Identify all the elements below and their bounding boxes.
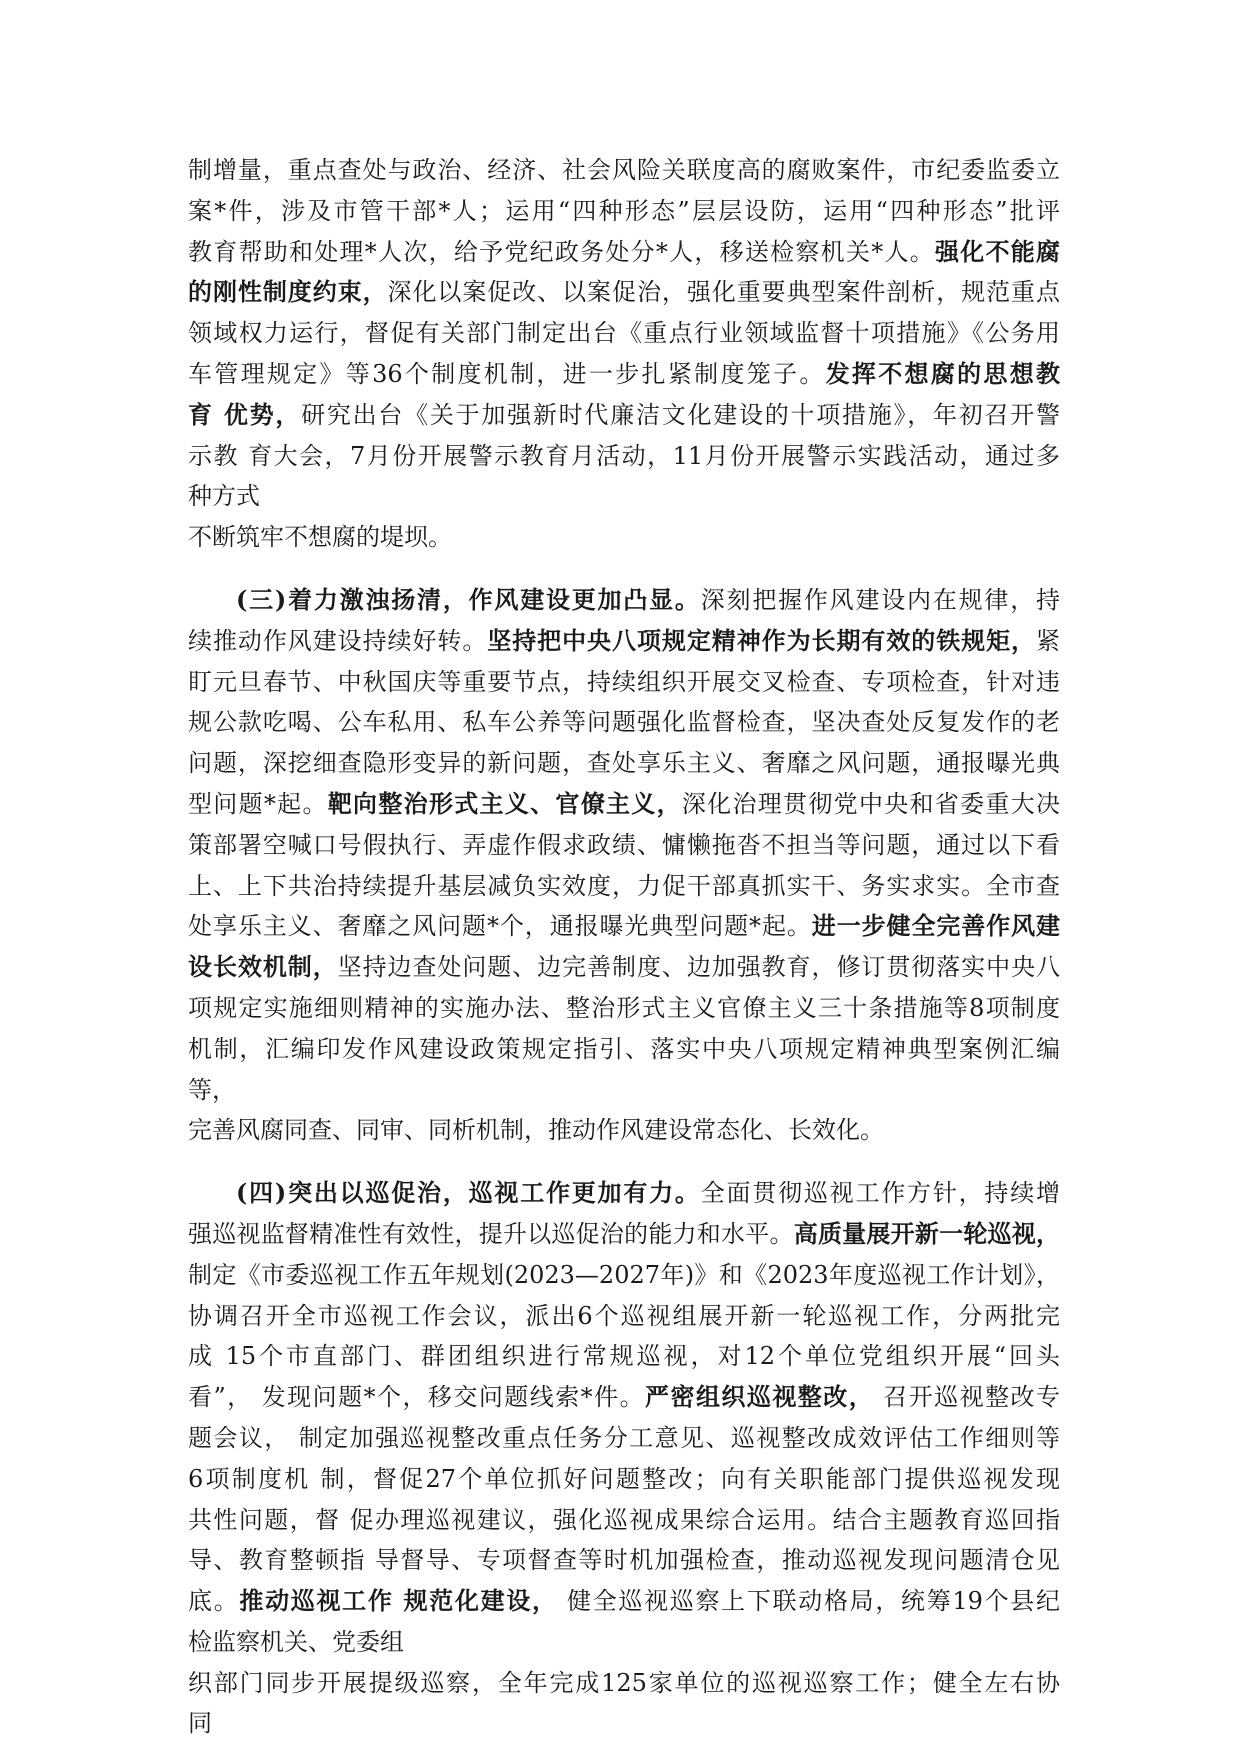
- text-line: [188, 1029, 1060, 1070]
- text-segment: 规公款吃喝、公车私用、私车公养等问题强化监督检查，坚决查处反复发作的老: [188, 708, 1060, 737]
- bold-text-segment: 坚持把中央八项规定精神作为长期有效的铁规矩，: [487, 625, 1037, 655]
- paragraph-gap: [188, 1151, 1060, 1173]
- text-segment: 盯元旦春节、中秋国庆等重要节点，持续组织开展交叉检查、专项检查，针对违: [188, 667, 1060, 696]
- text-segment: 底。: [188, 1587, 240, 1616]
- text-line: [188, 662, 1060, 703]
- text-line: [188, 272, 1060, 313]
- text-segment: 共性问题，督 促办理巡视建议，强化巡视成果综合运用。结合主题教育巡回指: [188, 1505, 1060, 1534]
- text-segment: 续推动作风建设持续好转。: [188, 626, 488, 655]
- text-line: [188, 436, 1060, 477]
- text-line: [188, 1173, 1060, 1214]
- paragraph-gap: [188, 558, 1060, 580]
- bold-text-segment: 强化不能腐: [934, 236, 1060, 266]
- text-line: [188, 395, 1060, 436]
- text-line: [188, 191, 1060, 232]
- text-line: [188, 1622, 1060, 1663]
- text-segment: 健全巡视巡察上下联动格局，统筹19个县纪: [557, 1587, 1060, 1616]
- text-segment: 问题，深挖细查隐形变异的新问题，查处享乐主义、奢靡之风问题，通报曝光典: [188, 749, 1060, 778]
- text-line: [188, 1581, 1060, 1622]
- text-line: [188, 1663, 1060, 1704]
- text-segment: 处享乐主义、奢靡之风问题*个，通报曝光典型问题*起。: [188, 912, 812, 941]
- text-segment: 完善风腐同查、同审、同析机制，推动作风建设常态化、长效化。: [188, 1116, 884, 1145]
- bold-text-segment: 的刚性制度约束，: [188, 277, 388, 307]
- text-segment: 示教 育大会，7月份开展警示教育月活动，11月份开展警示实践活动，通过多: [188, 441, 1060, 470]
- text-line: [188, 988, 1060, 1029]
- text-line: [188, 866, 1060, 907]
- text-line: [188, 906, 1060, 947]
- text-line: [188, 621, 1060, 662]
- bold-text-segment: 育 优势，: [188, 399, 302, 429]
- text-segment: 题会议， 制定加强巡视整改重点任务分工意见、巡视整改成效评估工作细则等: [188, 1423, 1060, 1452]
- text-line: [188, 1070, 1060, 1111]
- text-segment: 车管理规定》等36个制度机制，进一步扎紧制度笼子。: [188, 359, 826, 388]
- bold-text-segment: 进一步健全完善作风建: [811, 911, 1060, 941]
- text-segment: 机制，汇编印发作风建设政策规定指引、落实中央八项规定精神典型案例汇编: [188, 1034, 1060, 1063]
- bold-text-segment: 高质量展开新一轮巡视，: [793, 1218, 1060, 1248]
- text-line: [188, 1110, 1060, 1151]
- text-segment: 等，: [188, 1075, 236, 1104]
- text-segment: 深化以案促改、以案促治，强化重要典型案件剖析，规范重点: [387, 278, 1060, 307]
- text-line: [188, 1500, 1060, 1541]
- text-segment: 领域权力运行，督促有关部门制定出台《重点行业领域监督十项措施》《公务用: [188, 319, 1060, 348]
- text-line: [188, 150, 1060, 191]
- text-segment: 不断筑牢不想腐的堤坝。: [188, 523, 452, 552]
- text-line: [188, 1703, 1060, 1744]
- text-line: [188, 702, 1060, 743]
- text-segment: 协调召开全市巡视工作会议，派出6个巡视组展开新一轮巡视工作，分两批完: [188, 1301, 1060, 1330]
- document-page: [188, 150, 1060, 1744]
- bold-text-segment: 设长效机制，: [188, 952, 338, 982]
- text-line: [188, 1418, 1060, 1459]
- text-line: [188, 1255, 1060, 1296]
- text-segment: 种方式: [188, 482, 260, 511]
- text-line: [188, 743, 1060, 784]
- text-segment: 织部门同步开展提级巡察，全年完成125家单位的巡视巡察工作；健全左右协: [188, 1668, 1060, 1697]
- text-line: [188, 825, 1060, 866]
- bold-text-segment: (四)突出以巡促治，巡视工作更加有力。: [236, 1178, 701, 1208]
- text-segment: 深化治理贯彻党中央和省委重大决: [681, 789, 1060, 818]
- text-line: [188, 517, 1060, 558]
- text-segment: 召开巡视整改专: [874, 1383, 1060, 1412]
- text-segment: 6项制度机 制，督促27个单位抓好问题整改；向有关职能部门提供巡视发现: [188, 1464, 1060, 1493]
- text-segment: 案*件，涉及市管干部*人；运用“四种形态”层层设防，运用“四种形态”批评: [188, 196, 1060, 225]
- text-line: [188, 1540, 1060, 1581]
- text-line: [188, 232, 1060, 273]
- text-segment: 成 15个市直部门、群团组织进行常规巡视，对12个单位党组织开展“回头: [188, 1342, 1060, 1371]
- text-segment: 看”， 发现问题*个，移交问题线索*件。: [188, 1383, 646, 1412]
- text-segment: 教育帮助和处理*人次，给予党纪政务处分*人，移送检察机关*人。: [188, 237, 935, 266]
- text-segment: 紧: [1036, 626, 1060, 655]
- bold-text-segment: 严密组织巡视整改，: [645, 1382, 875, 1412]
- text-segment: 上、上下共治持续提升基层减负实效度，力促干部真抓实干、务实求实。全市查: [188, 871, 1060, 900]
- text-line: [188, 476, 1060, 517]
- text-segment: 研究出台《关于加强新时代廉洁文化建设的十项措施》，年初召开警: [301, 400, 1060, 429]
- text-segment: 制增量，重点查处与政治、经济、社会风险关联度高的腐败案件，市纪委监委立: [188, 156, 1060, 184]
- text-line: [188, 1459, 1060, 1500]
- text-line: [188, 354, 1060, 395]
- text-segment: 坚持边查处问题、边完善制度、边加强教育，修订贯彻落实中央八: [337, 953, 1060, 982]
- bold-text-segment: (三)着力激浊扬清，作风建设更加凸显。: [236, 584, 701, 614]
- text-segment: 制定《市委巡视工作五年规划(2023—2027年)》和《2023年度巡视工作计划》，: [188, 1260, 1060, 1289]
- text-segment: 导、教育整顿指 导督导、专项督查等时机加强检查，推动巡视发现问题清仓见: [188, 1546, 1060, 1575]
- text-line: [188, 947, 1060, 988]
- bold-text-segment: 发挥不想腐的思想教: [825, 358, 1060, 388]
- text-segment: 检监察机关、党委组: [188, 1627, 404, 1656]
- text-segment: 策部署空喊口号假执行、弄虚作假求政绩、慵懒拖沓不担当等问题，通过以下看: [188, 830, 1060, 859]
- text-line: [188, 1336, 1060, 1377]
- text-line: [188, 580, 1060, 621]
- text-line: [188, 1214, 1060, 1255]
- text-segment: 型问题*起。: [188, 789, 328, 818]
- text-segment: 全面贯彻巡视工作方针，持续增: [700, 1179, 1060, 1208]
- text-segment: 深刻把握作风建设内在规律，持: [700, 585, 1060, 614]
- bold-text-segment: 推动巡视工作 规范化建设，: [239, 1586, 558, 1616]
- bold-text-segment: 靶向整治形式主义、官僚主义，: [327, 788, 682, 818]
- text-line: [188, 313, 1060, 354]
- text-segment: 强巡视监督精准性有效性，提升以巡促治的能力和水平。: [188, 1219, 794, 1248]
- text-segment: 项规定实施细则精神的实施办法、整治形式主义官僚主义三十条措施等8项制度: [188, 993, 1060, 1022]
- text-segment: 同: [188, 1709, 212, 1738]
- text-line: [188, 1377, 1060, 1418]
- text-line: [188, 784, 1060, 825]
- text-line: [188, 1296, 1060, 1337]
